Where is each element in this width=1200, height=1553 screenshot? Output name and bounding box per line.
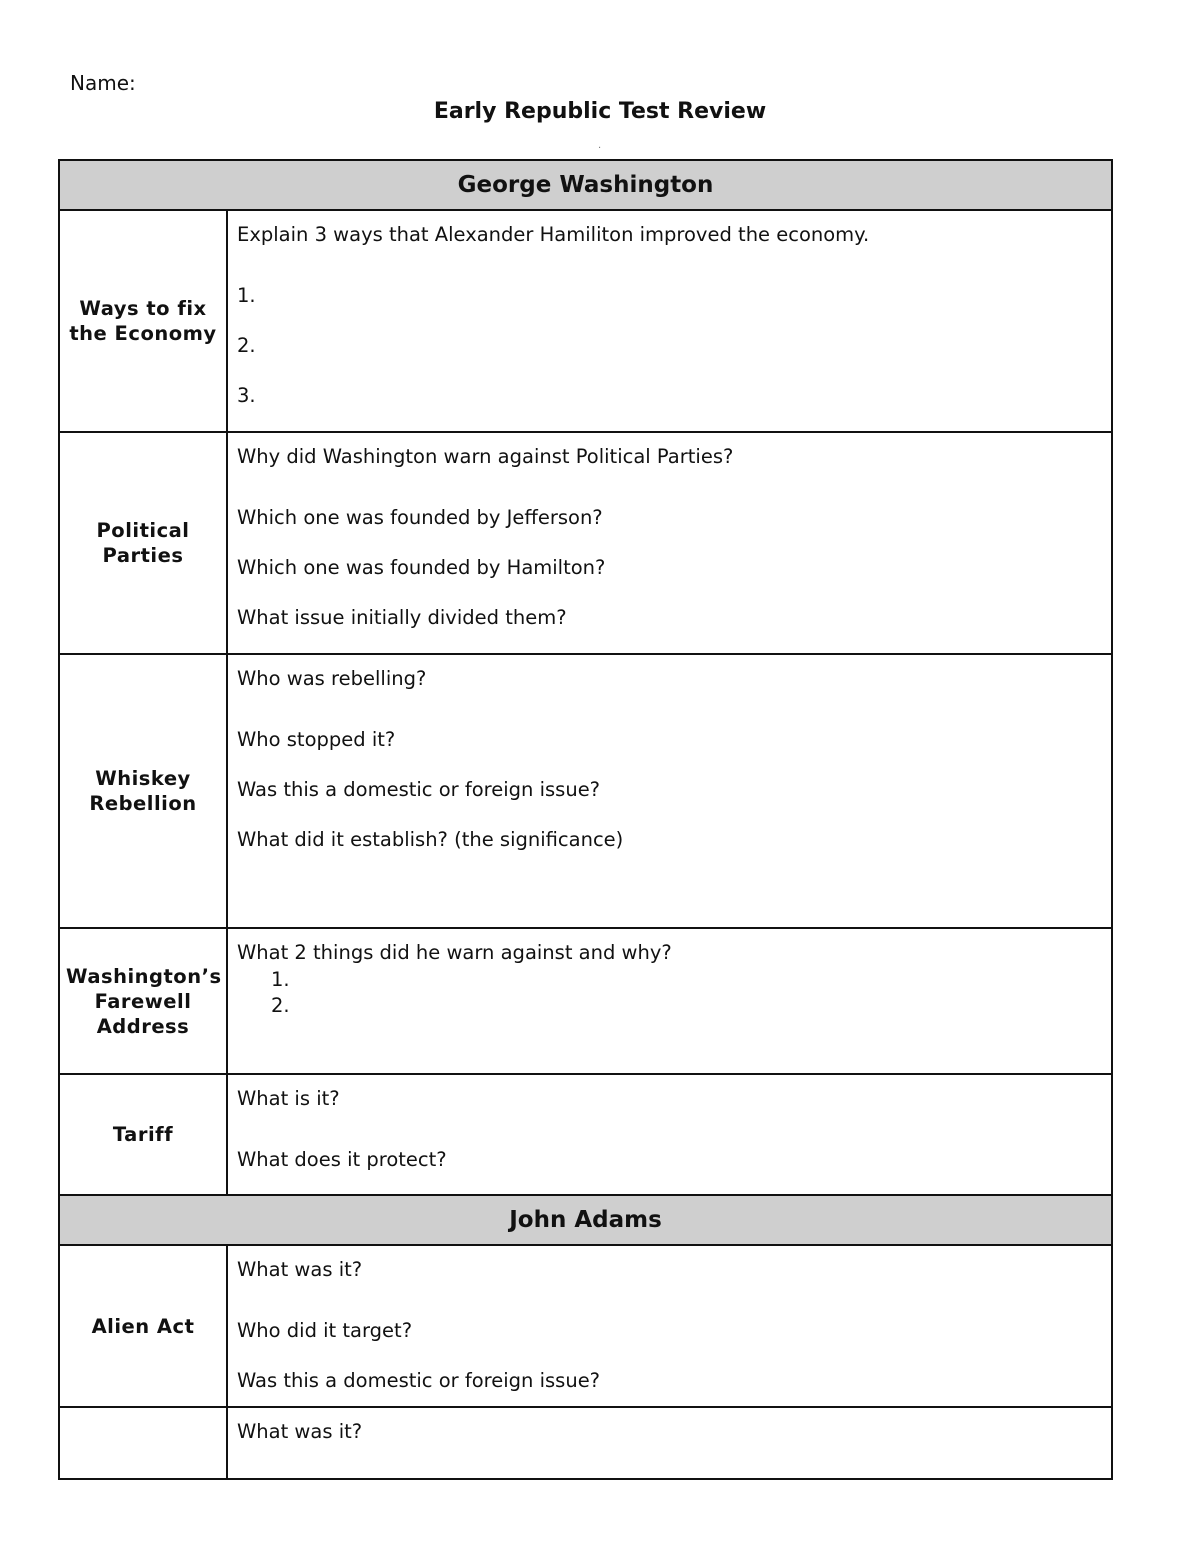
question-text: Who was rebelling? (237, 667, 427, 690)
question-text: What is it? (237, 1087, 340, 1110)
question-cell[interactable] (228, 929, 1111, 1019)
question-text: Which one was founded by Jefferson? (237, 506, 603, 529)
table-row (59, 654, 1112, 928)
question-cell[interactable] (228, 655, 1111, 865)
question-text: What was it? (237, 1258, 363, 1281)
answer-number: 1. (237, 284, 256, 307)
document-title: Early Republic Test Review (433, 99, 767, 124)
question-text: Which one was founded by Hamilton? (237, 556, 606, 579)
table-row (59, 210, 1112, 432)
question-text: What was it? (237, 1420, 363, 1443)
question-cell[interactable] (228, 211, 1111, 421)
answer-number: 2. (271, 994, 290, 1017)
question-text: What did it establish? (the significance) (237, 828, 624, 851)
answer-number: 3. (237, 384, 256, 407)
answer-number: 1. (271, 968, 290, 991)
question-text: What issue initially divided them? (237, 606, 567, 629)
question-cell[interactable] (228, 1408, 1111, 1446)
topic-label: Whiskey Rebellion (89, 767, 197, 815)
question-text: Why did Washington warn against Political Parties? (237, 445, 734, 468)
question-text: What 2 things did he warn against and why? (237, 941, 672, 964)
question-cell[interactable] (228, 1075, 1111, 1185)
question-text: Was this a domestic or foreign issue? (237, 778, 601, 801)
question-text: Was this a domestic or foreign issue? (237, 1369, 601, 1392)
question-text: Explain 3 ways that Alexander Hamiliton improved the economy. (237, 223, 870, 246)
question-cell[interactable] (228, 1246, 1111, 1406)
topic-label: Washington’s Farewell Address (66, 964, 222, 1038)
review-table (58, 159, 1113, 1480)
topic-label: Tariff (112, 1123, 174, 1146)
question-text: Who did it target? (237, 1319, 413, 1342)
table-row (59, 928, 1112, 1074)
question-cell[interactable] (228, 433, 1111, 643)
stray-dot: . (598, 140, 602, 151)
topic-label: Political Parties (96, 519, 190, 567)
topic-label: Ways to fix the Economy (69, 297, 217, 345)
section-header-adams (59, 1195, 1112, 1245)
question-text: Who stopped it? (237, 728, 396, 751)
section-title: George Washington (457, 172, 714, 198)
table-row (59, 432, 1112, 654)
table-row (59, 1245, 1112, 1407)
table-row (59, 1074, 1112, 1195)
question-text: What does it protect? (237, 1148, 447, 1171)
answer-number: 2. (237, 334, 256, 357)
name-label: Name: (70, 71, 136, 95)
section-header-washington (59, 160, 1112, 210)
section-title: John Adams (509, 1207, 662, 1233)
table-row (59, 1407, 1112, 1479)
topic-label: Alien Act (91, 1314, 195, 1338)
